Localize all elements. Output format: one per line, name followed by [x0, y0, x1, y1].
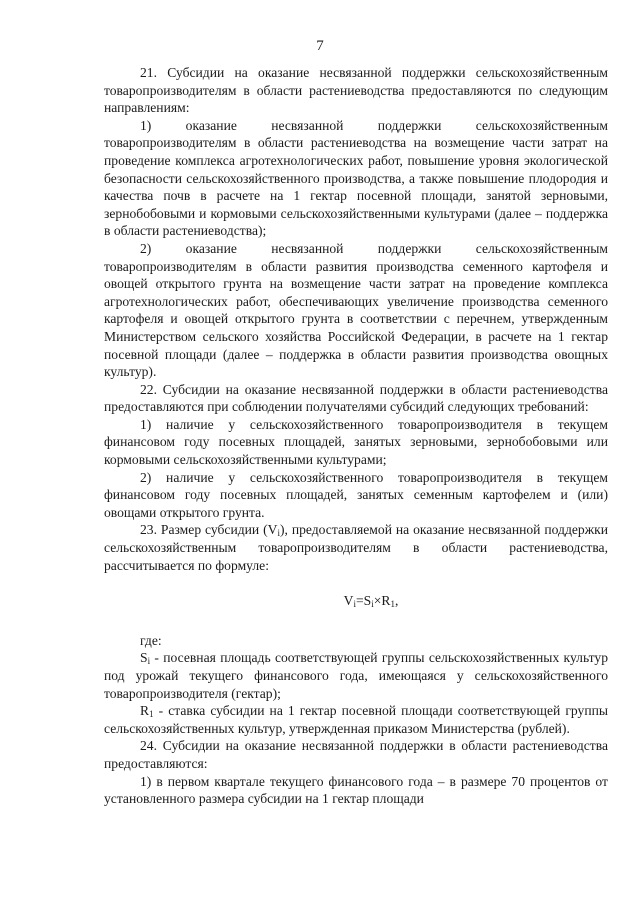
page-number: 7 [316, 38, 324, 54]
formula-r-sub: 1 [390, 599, 395, 610]
paragraph-21: 21. Субсидии на оказание несвязанной поддержки сельскохозяйственным товаропроизводителям в области растениеводства предоставляются по следующим направлениям: [104, 65, 608, 116]
formula-v-sub: i [353, 599, 356, 610]
definition-s-symbol: S [140, 650, 148, 666]
paragraph-21-item-2: 2) оказание несвязанной поддержки сельскохозяйственным товаропроизводителям в области развития производства семенного картофеля и овощей открытого грунта на возмещение части затрат на проведение комплекса агротехнологических работ, обеспечивающих увеличение производства семенного картофеля и овощей открытого грунта в соответствии с перечнем, утвержденным Министерством сельского хозяйства Российской Федерации, в расчете на 1 гектар посевной площади (далее – поддержка в области развития производства овощных культур). [104, 240, 608, 380]
where-label: где: [140, 632, 162, 648]
formula-v: V [343, 593, 354, 609]
paragraph-24-item-1: 1) в первом квартале текущего финансового года – в размере 70 процентов от установленного размера субсидии на 1 гектар площади [104, 773, 608, 807]
definition-r-symbol: R [140, 703, 150, 719]
paragraph-23 [104, 521, 608, 574]
definition-s [104, 649, 608, 702]
formula-tail: , [394, 593, 399, 609]
document-body [104, 64, 608, 808]
definition-r-sub: 1 [149, 709, 154, 720]
paragraph-21-item-1: 1) оказание несвязанной поддержки сельскохозяйственным товаропроизводителям в области растениеводства на возмещение части затрат на проведение комплекса агротехнологических работ, повышение уровня экологической безопасности сельскохозяйственного производства, а также повышение плодородия и качества почв в расчете на 1 гектар посевной площади, занятой зерновыми, зернобобовыми и кормовыми сельскохозяйственными культурами (далее – поддержка в области растениеводства); [104, 117, 608, 239]
definition-r [104, 702, 608, 737]
paragraph-22-item-2: 2) наличие у сельскохозяйственного товаропроизводителя в текущем финансовом году посевных площадей, занятых семенным картофелем и (или) овощами открытого грунта. [104, 469, 608, 520]
paragraph-24: 24. Субсидии на оказание несвязанной поддержки в области растениеводства предоставляются: [104, 738, 608, 771]
subsidy-formula [104, 592, 608, 610]
formula-s-sub: i [371, 599, 374, 610]
formula-eq: =S [355, 593, 372, 609]
paragraph-22: 22. Субсидии на оказание несвязанной поддержки в области растениеводства предоставляются при соблюдении получателями субсидий следующих требований: [104, 381, 608, 415]
paragraph-23-start: 23. Размер субсидии (V [140, 522, 278, 538]
paragraph-23-end: ), предоставляемой на оказание несвязанной поддержки сельскохозяйственным товаропроизводителям в области растениеводства, рассчитывается по формуле: [104, 522, 608, 573]
formula-times: ×R [373, 593, 391, 609]
definition-s-sub: i [147, 656, 151, 667]
paragraph-23-subscript: i [277, 528, 280, 539]
definition-s-text: - посевная площадь соответствующей группы сельскохозяйственных культур под урожай текущего финансового года, имеющаяся у сельскохозяйственного товаропроизводителя (гектар); [104, 650, 608, 701]
paragraph-22-item-1: 1) наличие у сельскохозяйственного товаропроизводителя в текущем финансовом году посевных площадей, занятых зерновыми, зернобобовыми или кормовыми сельскохозяйственными культурами; [104, 416, 608, 468]
definition-r-text: - ставка субсидии на 1 гектар посевной площади соответствующей группы сельскохозяйственных культур, утвержденная приказом Министерства (рублей). [104, 703, 608, 736]
